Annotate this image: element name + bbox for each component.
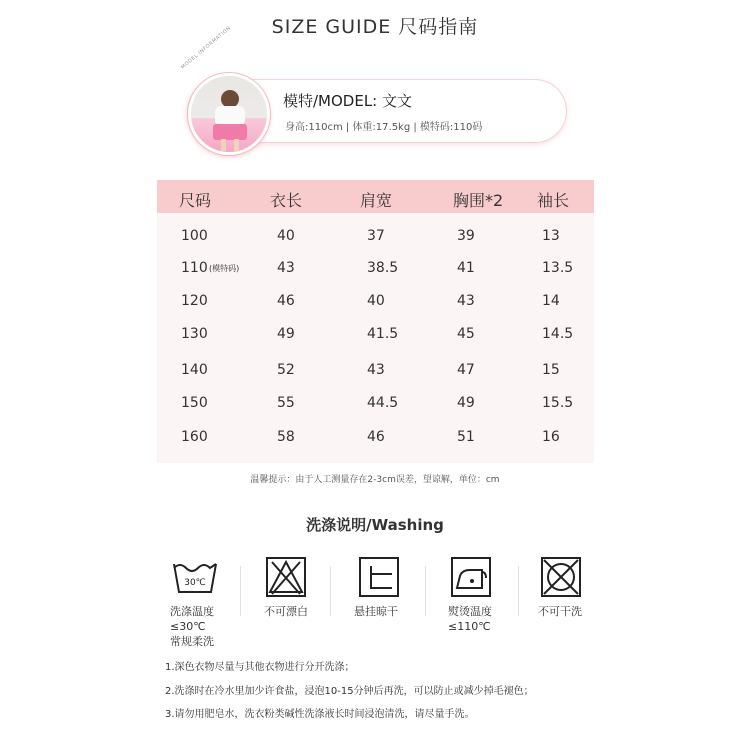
divider (518, 566, 519, 616)
measurement-tip: 温馨提示：由于人工测量存在2-3cm误差，望谅解，单位：cm (250, 475, 500, 485)
cell-length: 46 (277, 293, 295, 309)
divider (330, 566, 331, 616)
cell-chest: 49 (457, 395, 475, 411)
cell-size: 140 (181, 362, 208, 378)
model-name: 模特/MODEL: 文文 (283, 92, 413, 110)
wash-note: 1.深色衣物尽量与其他衣物进行分开洗涤； (165, 662, 355, 673)
header-chest: 胸围*2 (453, 191, 504, 210)
cell-chest: 51 (457, 429, 475, 445)
washing-title: 洗涤说明/Washing (306, 516, 444, 534)
cell-chest: 47 (457, 362, 475, 378)
no-tumble-dry-icon (538, 552, 588, 602)
cell-shoulder: 43 (367, 362, 385, 378)
cell-length: 55 (277, 395, 295, 411)
size-table (157, 180, 594, 463)
wash-note: 3.请勿用肥皂水，洗衣粉类碱性洗涤液长时间浸泡清洗，请尽量手洗。 (165, 709, 475, 720)
wash-30-icon (170, 552, 220, 602)
cell-size: 150 (181, 395, 208, 411)
cell-sleeve: 13 (542, 228, 560, 244)
cell-length: 43 (277, 260, 295, 276)
cell-chest: 39 (457, 228, 475, 244)
iron-label: 熨烫温度 ≤110℃ (448, 605, 492, 633)
cell-sleeve: 14.5 (542, 326, 574, 342)
size-table-header (157, 180, 594, 213)
cell-sleeve: 16 (542, 429, 560, 445)
cell-sleeve: 15.5 (542, 395, 574, 411)
cell-sleeve: 13.5 (542, 260, 574, 276)
cell-chest: 41 (457, 260, 475, 276)
header-length: 衣长 (270, 191, 303, 210)
header-sleeve: 袖长 (537, 191, 570, 210)
line-dry-icon (356, 552, 406, 602)
cell-length: 49 (277, 326, 295, 342)
line-dry-label: 悬挂晾干 (354, 605, 398, 618)
model-size-note: (模特码) (209, 264, 240, 273)
cell-length: 40 (277, 228, 295, 244)
cell-length: 52 (277, 362, 295, 378)
iron-110-icon (448, 552, 498, 602)
cell-size: 160 (181, 429, 208, 445)
wash-note: 2.洗涤时在冷水里加少许食盐，浸泡10-15分钟后再洗，可以防止或减少掉毛褪色； (165, 686, 534, 697)
divider (240, 566, 241, 616)
header-shoulder: 肩宽 (360, 191, 393, 210)
cell-shoulder: 38.5 (367, 260, 399, 276)
cell-size: 110 (181, 260, 208, 276)
cell-sleeve: 14 (542, 293, 560, 309)
cell-shoulder: 41.5 (367, 326, 399, 342)
cell-chest: 43 (457, 293, 475, 309)
no-tumble-dry-label: 不可干洗 (538, 605, 582, 618)
wash-temp-label: 30℃ (184, 578, 206, 588)
divider (425, 566, 426, 616)
model-stats: 身高:110cm | 体重:17.5kg | 模特码:110码 (285, 122, 483, 133)
wash-label: 洗涤温度 ≤30℃ 常规柔洗 (170, 605, 214, 648)
cell-size: 120 (181, 293, 208, 309)
model-photo (188, 73, 270, 155)
cell-size: 100 (181, 228, 208, 244)
cell-shoulder: 44.5 (367, 395, 399, 411)
cell-length: 58 (277, 429, 295, 445)
no-bleach-icon (263, 552, 313, 602)
cell-shoulder: 40 (367, 293, 385, 309)
cell-shoulder: 37 (367, 228, 385, 244)
cell-chest: 45 (457, 326, 475, 342)
header-size: 尺码 (179, 191, 212, 210)
cell-shoulder: 46 (367, 429, 385, 445)
cell-size: 130 (181, 326, 208, 342)
cell-sleeve: 15 (542, 362, 560, 378)
no-bleach-label: 不可漂白 (264, 605, 308, 618)
model-info-tag: MODEL INFORMATION (180, 25, 233, 71)
page-title: SIZE GUIDE 尺码指南 (271, 16, 479, 38)
